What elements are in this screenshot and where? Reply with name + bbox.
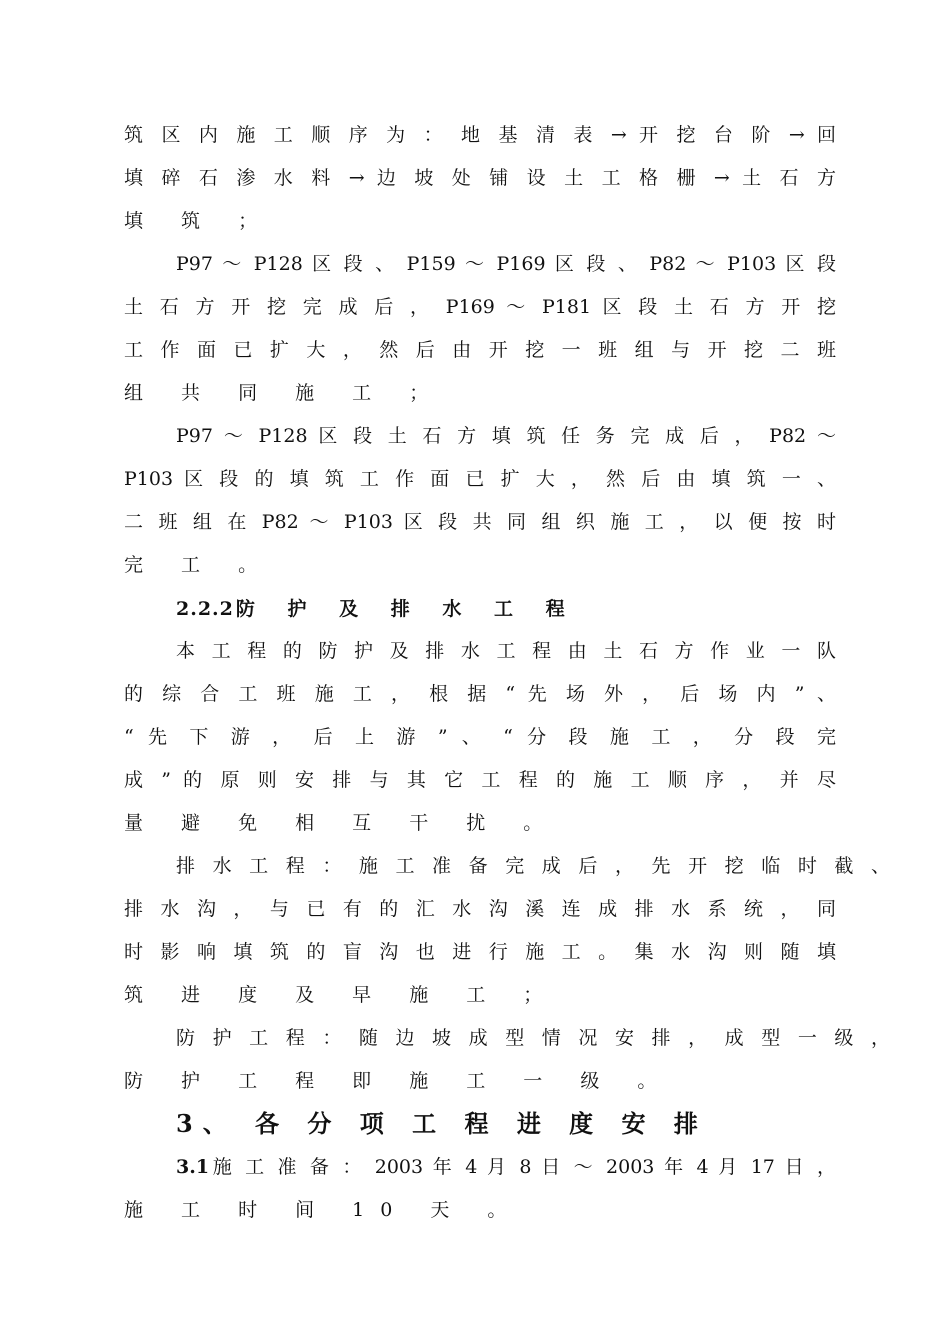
subsection-heading — [176, 594, 578, 624]
text-line: 完 工 。 — [124, 554, 274, 576]
subsection-number: 2.2.2 — [176, 598, 234, 620]
subsection-title: 防 护 及 排 水 工 程 — [235, 598, 578, 620]
text-line: 成 ” 的 原 则 安 排 与 其 它 工 程 的 施 工 顺 序 ， 并 尽 — [124, 769, 836, 791]
text-line: 填 碎 石 渗 水 料 → 边 坡 处 铺 设 土 工 格 栅 → 土 石 方 — [124, 167, 836, 189]
text-line: 土 石 方 开 挖 完 成 后 ， P169 ～ P181 区 段 土 石 方 开 挖 — [124, 296, 836, 318]
section-heading: 3、 各 分 项 工 程 进 度 安 排 — [176, 1109, 708, 1138]
text-line: 量 避 免 相 互 干 扰 。 — [124, 812, 559, 834]
text-line: 防 护 工 程 即 施 工 一 级 。 — [124, 1070, 673, 1092]
text-line: 二 班 组 在 P82 ～ P103 区 段 共 同 组 织 施 工 ， 以 便 按 时 — [124, 511, 836, 533]
text-line: 本 工 程 的 防 护 及 排 水 工 程 由 土 石 方 作 业 一 队 — [176, 640, 836, 662]
item-heading — [176, 1152, 836, 1182]
text-line: P97 ～ P128 区 段 、 P159 ～ P169 区 段 、 P82 ～ P103 区 段 — [176, 253, 836, 275]
item-text: 施 工 准 备 ： 2003 年 4 月 8 日 ～ 2003 年 4 月 17 日 ， — [209, 1156, 836, 1178]
text-line: 组 共 同 施 工 ； — [124, 382, 445, 404]
text-line: 排 水 沟 ， 与 已 有 的 汇 水 沟 溪 连 成 排 水 系 统 ， 同 — [124, 898, 836, 920]
item-number: 3.1 — [176, 1156, 210, 1178]
text-line: “ 先 下 游 ， 后 上 游 ” 、 “ 分 段 施 工 ， 分 段 完 — [124, 726, 836, 748]
text-line: 时 影 响 填 筑 的 盲 沟 也 进 行 施 工 。 集 水 沟 则 随 填 — [124, 941, 836, 963]
text-line: 筑 区 内 施 工 顺 序 为 ： 地 基 清 表 → 开 挖 台 阶 → 回 — [124, 124, 836, 146]
text-line: P97 ～ P128 区 段 土 石 方 填 筑 任 务 完 成 后 ， P82 ～ — [176, 425, 836, 447]
text-line: 排 水 工 程 ： 施 工 准 备 完 成 后 ， 先 开 挖 临 时 截 、 — [176, 855, 890, 877]
text-line: 防 护 工 程 ： 随 边 坡 成 型 情 况 安 排 ， 成 型 一 级 ， — [176, 1027, 890, 1049]
text-line: 施 工 时 间 10 天 。 — [124, 1199, 523, 1221]
text-line: P103 区 段 的 填 筑 工 作 面 已 扩 大 ， 然 后 由 填 筑 一 、 — [124, 468, 836, 490]
text-line: 筑 进 度 及 早 施 工 ； — [124, 984, 559, 1006]
text-line: 的 综 合 工 班 施 工 ， 根 据 “ 先 场 外 ， 后 场 内 ” 、 — [124, 683, 836, 705]
text-line: 填 筑 ； — [124, 210, 274, 232]
text-line: 工 作 面 已 扩 大 ， 然 后 由 开 挖 一 班 组 与 开 挖 二 班 — [124, 339, 836, 361]
